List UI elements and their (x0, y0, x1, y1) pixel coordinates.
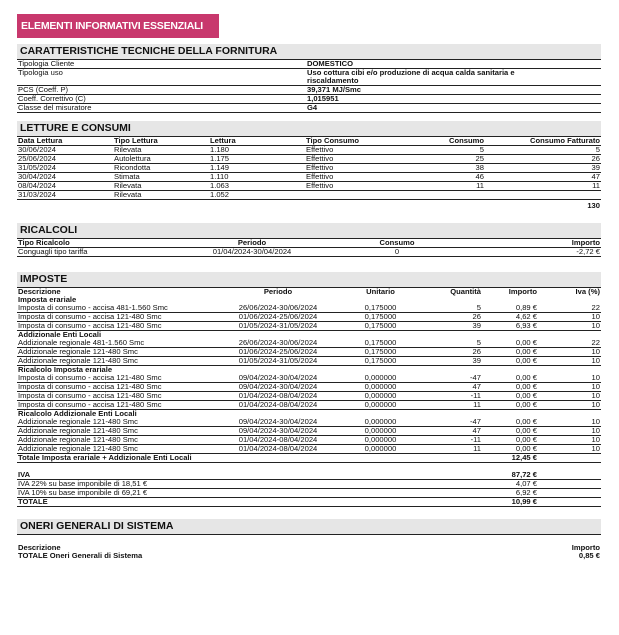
cell: 30/06/2024 (17, 146, 113, 155)
col-header: Importo (457, 239, 601, 248)
cell: 01/04/2024-08/04/2024 (213, 401, 343, 410)
col-header: Periodo (167, 239, 337, 248)
iva-total-value: 10,99 € (482, 498, 538, 507)
iva-total-label: TOTALE (17, 498, 482, 507)
cell: 1.063 (209, 182, 305, 191)
fornitura-label: Coeff. Correttivo (C) (18, 94, 86, 103)
cell: -11 (418, 436, 482, 445)
cell: 5 (418, 339, 482, 348)
cell: Imposta di consumo - accisa 481-1.560 Smc (17, 304, 213, 313)
cell: 0,175000 (343, 313, 418, 322)
cell: Rilevata (113, 182, 209, 191)
cell: 47 (418, 427, 482, 436)
fornitura-value: Uso cottura cibi e/o produzione di acqua calda sanitaria e riscaldamento (307, 68, 515, 85)
cell: 5 (418, 304, 482, 313)
col-header: Importo (571, 543, 600, 552)
page-title: ELEMENTI INFORMATIVI ESSENZIALI (17, 14, 219, 38)
cell: 0,000000 (343, 418, 418, 427)
ricalcoli-table (17, 239, 601, 257)
cell: 0,00 € (482, 436, 538, 445)
oneri-table (17, 544, 601, 560)
cell: Addizionale regionale 121-480 Smc (17, 445, 213, 454)
cell: 25/06/2024 (17, 155, 113, 164)
cell: 1.052 (209, 191, 305, 200)
cell: -47 (418, 418, 482, 427)
cell: 31/03/2024 (17, 191, 113, 200)
cell: 01/04/2024-08/04/2024 (213, 436, 343, 445)
total-row (17, 200, 601, 211)
cell: 0,00 € (482, 445, 538, 454)
cell: Conguagli tipo tariffa (17, 248, 167, 257)
iva-detail-value: 4,07 € (482, 480, 538, 489)
cell: Effettivo (305, 146, 415, 155)
fornitura-label: Tipologia Cliente (18, 59, 75, 68)
col-header: Iva (%) (575, 287, 600, 296)
fornitura-row (17, 69, 601, 86)
total-row (17, 552, 601, 560)
cell: 5 (485, 146, 601, 155)
cell: Effettivo (305, 164, 415, 173)
col-header: Descrizione (18, 543, 61, 552)
cell: 0,00 € (482, 357, 538, 366)
fornitura-label: Classe del misuratore (18, 103, 92, 112)
col-header: Quantità (450, 287, 481, 296)
col-header: Consumo (337, 239, 457, 248)
cell: 47 (418, 383, 482, 392)
iva-detail-value: 6,92 € (482, 489, 538, 498)
cell: 10 (538, 427, 601, 436)
group-title: Ricalcolo Addizionale Enti Locali (18, 409, 137, 418)
cell: 11 (485, 182, 601, 191)
cell: 39 (418, 357, 482, 366)
cell (305, 191, 415, 200)
cell: 26 (418, 348, 482, 357)
fornitura-value: 39,371 MJ/Smc (307, 85, 362, 94)
fornitura-label: Tipologia uso (18, 68, 63, 77)
cell: 09/04/2024-30/04/2024 (213, 383, 343, 392)
cell: 10 (538, 348, 601, 357)
col-header: Importo (508, 287, 537, 296)
cell (415, 191, 485, 200)
cell: Imposta di consumo - accisa 121-480 Smc (17, 374, 213, 383)
group-title: Ricalcolo Imposta erariale (18, 365, 113, 374)
cell: 0,000000 (343, 401, 418, 410)
cell: 01/06/2024-25/06/2024 (213, 348, 343, 357)
group-title: Addizionale Enti Locali (18, 330, 102, 339)
cell: 01/04/2024-30/04/2024 (167, 248, 337, 257)
cell: 01/05/2024-31/05/2024 (213, 357, 343, 366)
cell: 10 (538, 418, 601, 427)
cell: Addizionale regionale 121-480 Smc (17, 357, 213, 366)
cell: 0,000000 (343, 436, 418, 445)
cell: Effettivo (305, 173, 415, 182)
cell: 0 (337, 248, 457, 257)
cell: Addizionale regionale 481-1.560 Smc (17, 339, 213, 348)
cell: 0,00 € (482, 392, 538, 401)
cell: 0,175000 (343, 339, 418, 348)
cell: 10 (538, 313, 601, 322)
cell: 4,62 € (482, 313, 538, 322)
cell: 30/04/2024 (17, 173, 113, 182)
cell: Imposta di consumo - accisa 121-480 Smc (17, 392, 213, 401)
table-row (17, 182, 601, 191)
cell: 10 (538, 383, 601, 392)
cell: 0,00 € (482, 348, 538, 357)
cell: Imposta di consumo - accisa 121-480 Smc (17, 313, 213, 322)
section-title-fornitura: CARATTERISTICHE TECNICHE DELLA FORNITURA (17, 44, 601, 59)
imposte-table (17, 288, 601, 507)
cell: Autolettura (113, 155, 209, 164)
cell: 47 (485, 173, 601, 182)
cell: 0,00 € (482, 383, 538, 392)
group-title: Imposta erariale (18, 295, 77, 304)
cell: Addizionale regionale 121-480 Smc (17, 427, 213, 436)
fornitura-value: 1,015951 (307, 94, 339, 103)
cell: 1.110 (209, 173, 305, 182)
cell: 26/06/2024-30/06/2024 (213, 304, 343, 313)
col-header: Consumo Fatturato (485, 137, 601, 146)
cell: 08/04/2024 (17, 182, 113, 191)
cell: Stimata (113, 173, 209, 182)
col-header: Lettura (209, 137, 305, 146)
cell: 26/06/2024-30/06/2024 (213, 339, 343, 348)
cell: 09/04/2024-30/04/2024 (213, 418, 343, 427)
cell: 26 (418, 313, 482, 322)
cell: 39 (418, 322, 482, 331)
divider (17, 534, 601, 535)
cell (485, 191, 601, 200)
iva-detail-label: IVA 10% su base imponibile di 69,21 € (17, 489, 482, 498)
col-header: Tipo Consumo (305, 137, 415, 146)
cell: 0,00 € (482, 374, 538, 383)
cell: 1.175 (209, 155, 305, 164)
cell: Effettivo (305, 155, 415, 164)
iva-label: IVA (17, 471, 482, 480)
cell: 0,175000 (343, 304, 418, 313)
section-title-oneri: ONERI GENERALI DI SISTEMA (17, 519, 601, 534)
cell: -47 (418, 374, 482, 383)
cell: 6,93 € (482, 322, 538, 331)
imposte-total-value: 12,45 € (482, 454, 538, 463)
col-header: Descrizione (18, 287, 61, 296)
cell: 10 (538, 401, 601, 410)
cell: 1.180 (209, 146, 305, 155)
cell: 39 (485, 164, 601, 173)
cell: 01/06/2024-25/06/2024 (213, 313, 343, 322)
cell: Addizionale regionale 121-480 Smc (17, 348, 213, 357)
cell: 09/04/2024-30/04/2024 (213, 427, 343, 436)
col-header: Unitario (366, 287, 395, 296)
cell: Imposta di consumo - accisa 121-480 Smc (17, 322, 213, 331)
cell: 10 (538, 322, 601, 331)
cell: 0,00 € (482, 401, 538, 410)
cell: 0,175000 (343, 348, 418, 357)
cell: 0,000000 (343, 427, 418, 436)
cell: Rilevata (113, 146, 209, 155)
col-header: Periodo (263, 287, 293, 296)
cell: -2,72 € (457, 248, 601, 257)
cell: 09/04/2024-30/04/2024 (213, 374, 343, 383)
cell: Effettivo (305, 182, 415, 191)
imposte-total-label: Totale Imposta erariale + Addizionale Enti Locali (17, 454, 482, 463)
letture-total: 130 (587, 201, 600, 210)
total-row (17, 454, 601, 463)
section-title-letture: LETTURE E CONSUMI (17, 121, 601, 136)
section-title-imposte: IMPOSTE (17, 272, 601, 287)
cell: Addizionale regionale 121-480 Smc (17, 436, 213, 445)
cell: 10 (538, 392, 601, 401)
section-title-ricalcoli: RICALCOLI (17, 223, 601, 238)
cell: 0,175000 (343, 357, 418, 366)
cell: 01/05/2024-31/05/2024 (213, 322, 343, 331)
cell: 10 (538, 357, 601, 366)
cell: 10 (538, 374, 601, 383)
table-row (17, 248, 601, 257)
oneri-total-label: TOTALE Oneri Generali di Sistema (18, 551, 143, 560)
cell: Imposta di consumo - accisa 121-480 Smc (17, 383, 213, 392)
table-row (17, 191, 601, 200)
col-header: Tipo Ricalcolo (17, 239, 167, 248)
cell: Ricondotta (113, 164, 209, 173)
table-row (17, 322, 601, 331)
col-header: Data Lettura (17, 137, 113, 146)
cell: 11 (418, 445, 482, 454)
fornitura-label: PCS (Coeff. P) (18, 85, 69, 94)
fornitura-value: DOMESTICO (307, 59, 353, 68)
cell: 11 (415, 182, 485, 191)
cell: 5 (415, 146, 485, 155)
fornitura-table (17, 60, 601, 113)
cell: Imposta di consumo - accisa 121-480 Smc (17, 401, 213, 410)
letture-table (17, 137, 601, 210)
cell: 01/04/2024-08/04/2024 (213, 392, 343, 401)
cell: 0,000000 (343, 445, 418, 454)
oneri-total-value: 0,85 € (578, 551, 600, 560)
cell: 0,89 € (482, 304, 538, 313)
fornitura-value: G4 (307, 103, 318, 112)
cell: 25 (415, 155, 485, 164)
iva-value: 87,72 € (482, 471, 538, 480)
cell: 46 (415, 173, 485, 182)
cell: 38 (415, 164, 485, 173)
cell: 0,175000 (343, 322, 418, 331)
cell: Addizionale regionale 121-480 Smc (17, 418, 213, 427)
cell: 1.149 (209, 164, 305, 173)
cell: 01/04/2024-08/04/2024 (213, 445, 343, 454)
cell: 0,00 € (482, 418, 538, 427)
iva-detail-label: IVA 22% su base imponibile di 18,51 € (17, 480, 482, 489)
col-header: Consumo (415, 137, 485, 146)
cell: 11 (418, 401, 482, 410)
cell: 0,00 € (482, 339, 538, 348)
document-page (17, 0, 601, 560)
cell: 0,000000 (343, 392, 418, 401)
iva-total-row (17, 498, 601, 507)
cell: 22 (538, 339, 601, 348)
cell: 10 (538, 436, 601, 445)
cell: 0,000000 (343, 383, 418, 392)
cell: 10 (538, 445, 601, 454)
cell: Rilevata (113, 191, 209, 200)
cell: -11 (418, 392, 482, 401)
fornitura-row (17, 104, 601, 113)
cell: 31/05/2024 (17, 164, 113, 173)
cell: 22 (538, 304, 601, 313)
cell: 0,00 € (482, 427, 538, 436)
cell: 26 (485, 155, 601, 164)
cell: 0,000000 (343, 374, 418, 383)
col-header: Tipo Lettura (113, 137, 209, 146)
